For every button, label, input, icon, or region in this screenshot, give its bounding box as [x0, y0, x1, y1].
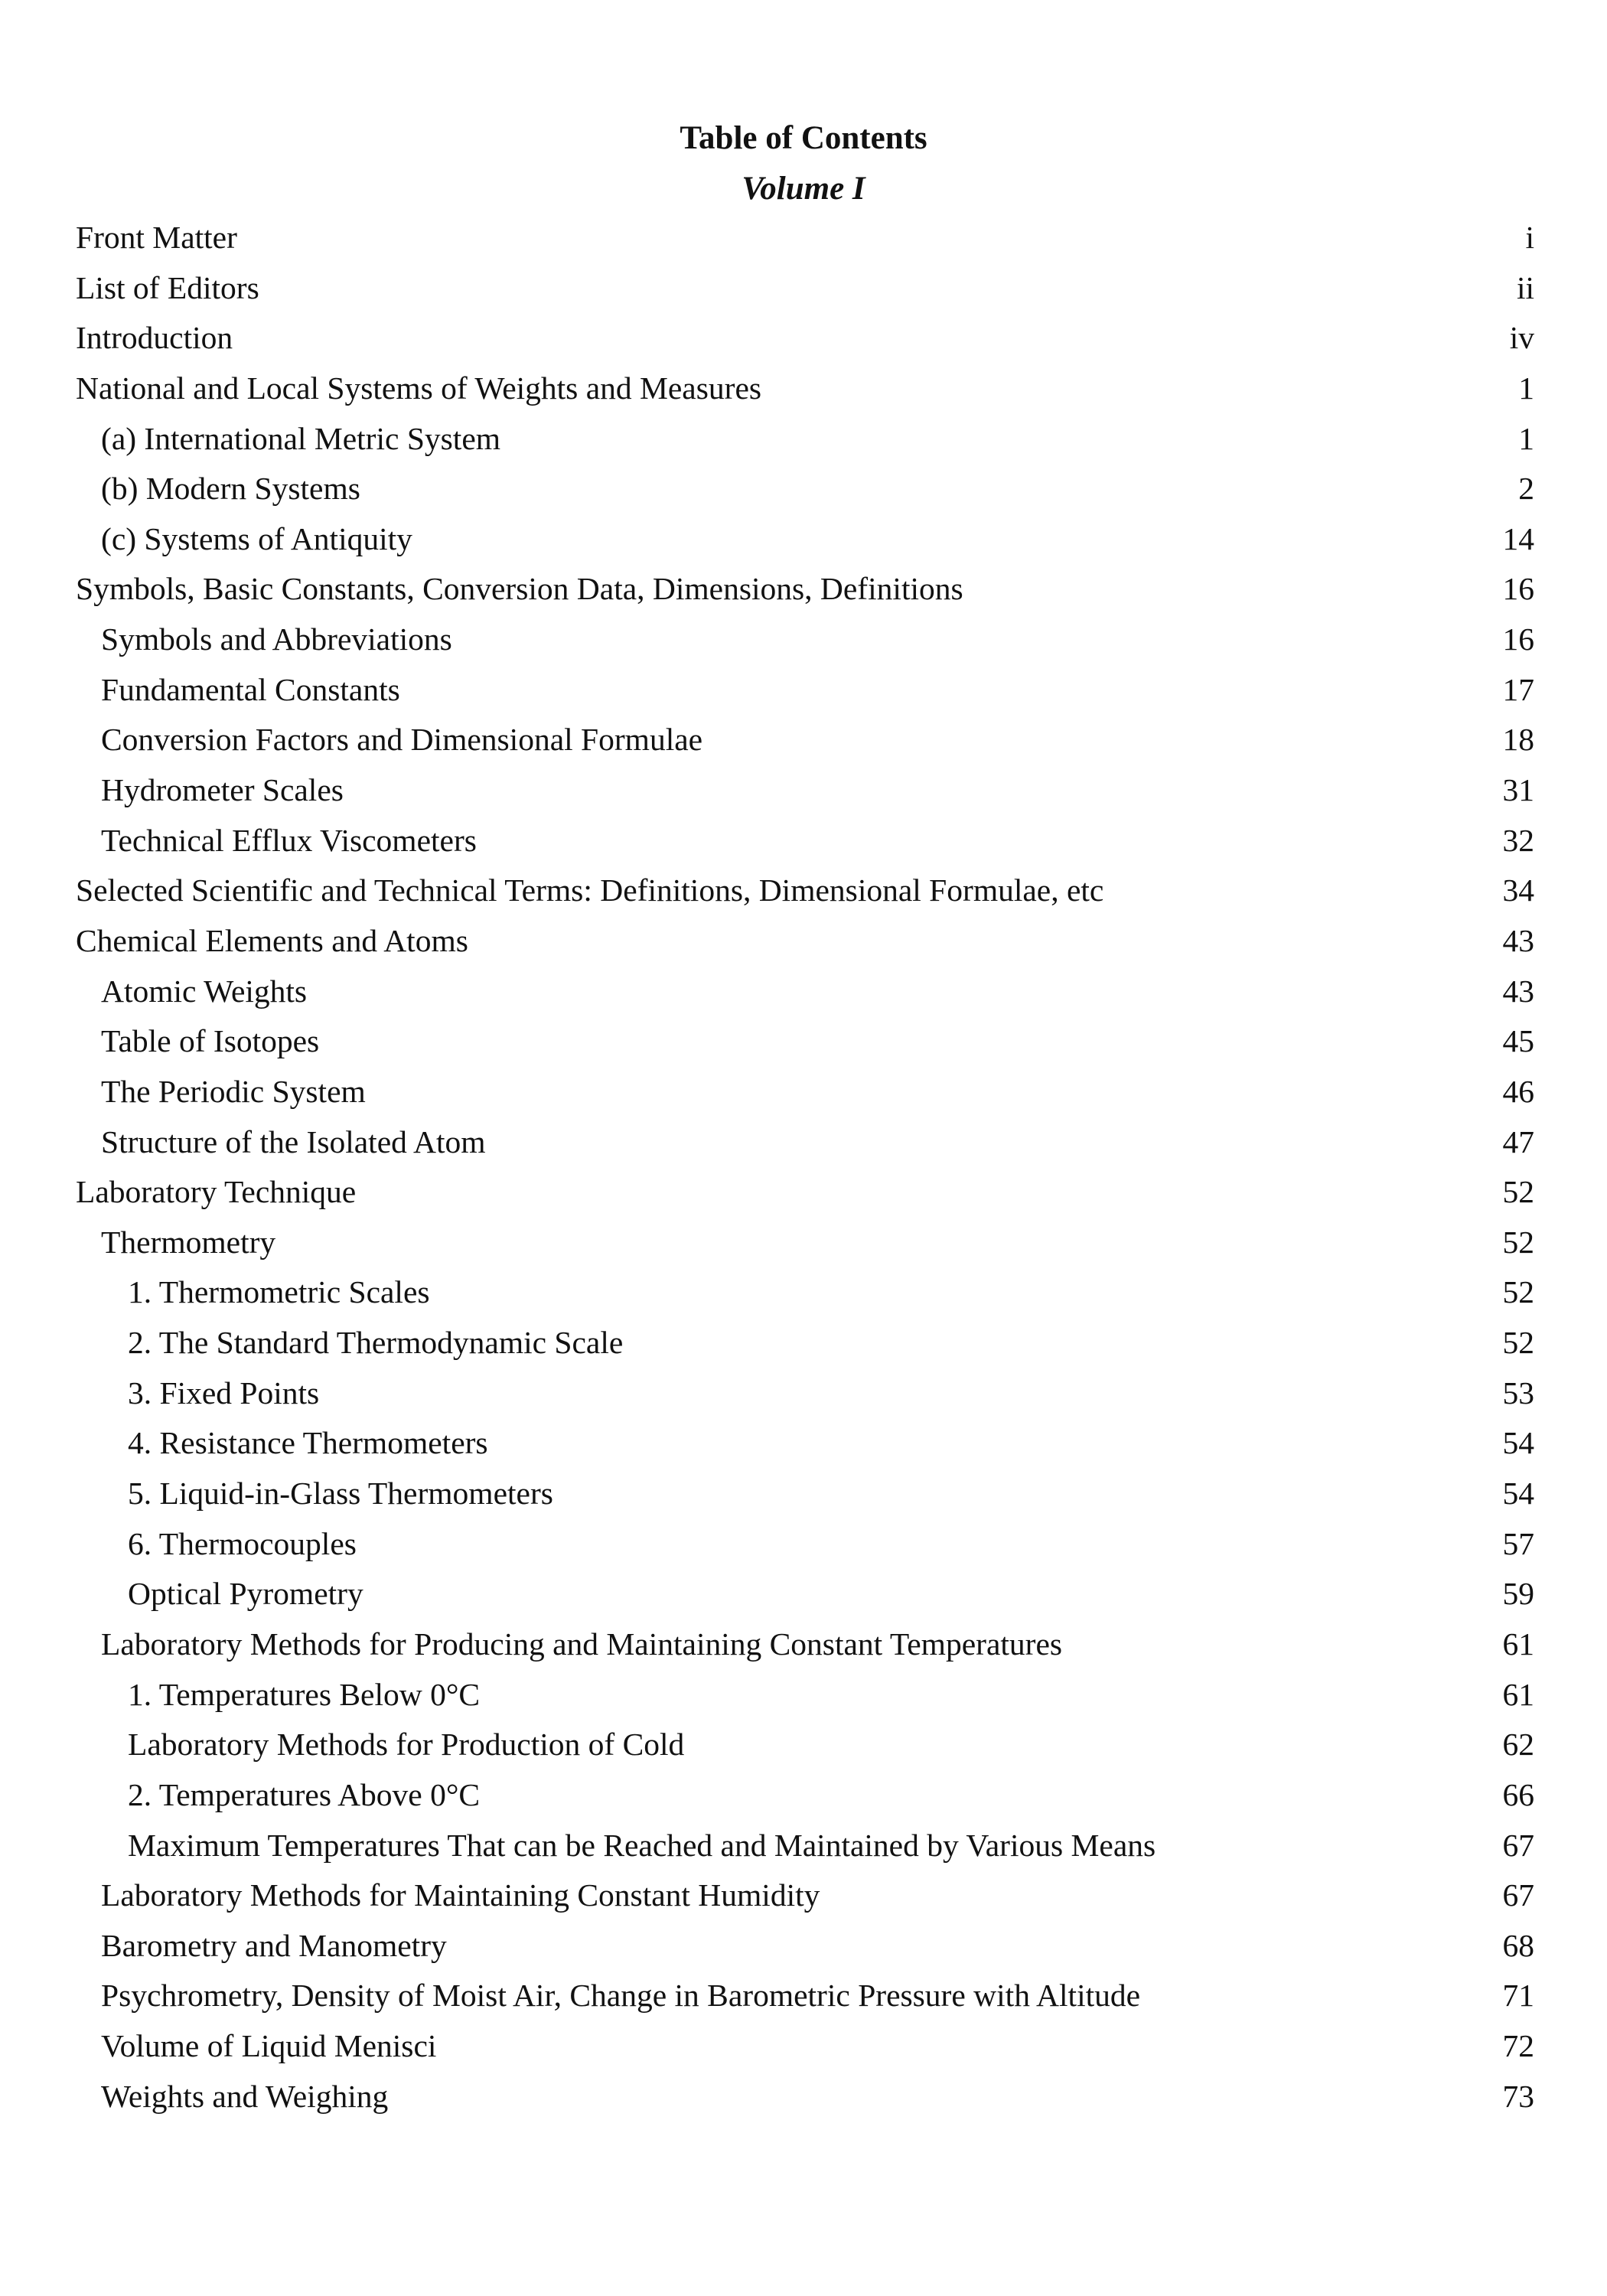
toc-entry	[0, 1016, 1607, 1067]
toc-entry-title: Conversion Factors and Dimensional Formulae	[101, 722, 703, 758]
toc-entry-title: Laboratory Methods for Production of Cold	[128, 1727, 685, 1763]
toc-entry-title: Laboratory Technique	[76, 1174, 357, 1210]
toc-entry-title: (c) Systems of Antiquity	[101, 520, 412, 556]
toc-entry-page-number: 32	[1502, 822, 1534, 858]
toc-entry	[0, 1318, 1607, 1368]
toc-entry	[0, 1218, 1607, 1268]
toc-entry-title: 3. Fixed Points	[128, 1375, 320, 1411]
toc-entry-title: Fundamental Constants	[101, 671, 400, 707]
toc-entry-title: Front Matter	[76, 220, 237, 255]
toc-entry-page-number: 68	[1502, 1927, 1534, 1963]
toc-entry-page-number: 16	[1502, 621, 1534, 657]
toc-entry-page-number: 61	[1502, 1676, 1534, 1712]
toc-entry-page-number: 72	[1502, 2028, 1534, 2064]
toc-entry	[0, 1368, 1607, 1419]
toc-entry-title: Barometry and Manometry	[101, 1927, 447, 1963]
toc-entry-title: (b) Modern Systems	[101, 471, 360, 507]
toc-entry-page-number: 59	[1502, 1576, 1534, 1612]
toc-entry-page-number: 2	[1518, 471, 1534, 507]
toc-entry-title: 5. Liquid-in-Glass Thermometers	[128, 1476, 553, 1512]
toc-entry-page-number: iv	[1509, 320, 1534, 356]
toc-entry-page-number: 31	[1502, 772, 1534, 808]
toc-entry	[0, 1720, 1607, 1770]
toc-entry-page-number: 71	[1502, 1978, 1534, 2014]
toc-entry-page-number: 54	[1502, 1425, 1534, 1461]
toc-entry	[0, 967, 1607, 1017]
toc-entry	[0, 1821, 1607, 1871]
toc-entry-page-number: i	[1525, 220, 1534, 255]
toc-entry	[0, 1569, 1607, 1619]
toc-entry	[0, 263, 1607, 314]
toc-entry-page-number: 17	[1502, 671, 1534, 707]
toc-entry-page-number: 34	[1502, 872, 1534, 908]
toc-entry	[0, 866, 1607, 916]
volume-subtitle: Volume I	[742, 171, 865, 207]
toc-entry-page-number: 52	[1502, 1274, 1534, 1310]
toc-entry	[0, 564, 1607, 615]
toc-entry-title: Weights and Weighing	[101, 2078, 389, 2114]
toc-entry	[0, 615, 1607, 665]
toc-entry-title: Table of Isotopes	[101, 1023, 320, 1059]
toc-entry	[0, 816, 1607, 866]
toc-entry-page-number: 16	[1502, 571, 1534, 607]
toc-entry	[0, 1067, 1607, 1117]
toc-entry-page-number: 67	[1502, 1877, 1534, 1913]
toc-entry-title: (a) International Metric System	[101, 420, 501, 456]
toc-entry-title: National and Local Systems of Weights and Measures	[76, 370, 762, 406]
page-title: Table of Contents	[680, 120, 927, 156]
toc-entry-page-number: 61	[1502, 1626, 1534, 1662]
toc-entry-title: Laboratory Methods for Producing and Maintaining Constant Temperatures	[101, 1626, 1063, 1662]
toc-entry-title: 2. Temperatures Above 0°C	[128, 1776, 481, 1812]
toc-entry-page-number: 47	[1502, 1124, 1534, 1159]
toc-entry	[0, 765, 1607, 816]
toc-entry	[0, 1418, 1607, 1469]
toc-entry-page-number: 1	[1518, 370, 1534, 406]
toc-entry-title: 1. Thermometric Scales	[128, 1274, 430, 1310]
toc-entry-title: 1. Temperatures Below 0°C	[128, 1676, 481, 1712]
toc-entry	[0, 1770, 1607, 1821]
toc-entry	[0, 2072, 1607, 2122]
toc-entry	[0, 213, 1607, 263]
toc-entry-page-number: 14	[1502, 520, 1534, 556]
toc-entry-page-number: 52	[1502, 1174, 1534, 1210]
toc-entry-page-number: 52	[1502, 1224, 1534, 1260]
toc-entry-page-number: 43	[1502, 922, 1534, 958]
toc-entry-title: 6. Thermocouples	[128, 1525, 357, 1561]
toc-entry-title: Thermometry	[101, 1224, 276, 1260]
toc-entry-page-number: 18	[1502, 722, 1534, 758]
toc-entry-title: Technical Efflux Viscometers	[101, 822, 477, 858]
toc-entry	[0, 414, 1607, 465]
toc-entry	[0, 1469, 1607, 1519]
toc-entry	[0, 364, 1607, 414]
toc-entry	[0, 1971, 1607, 2021]
toc-entry-title: Atomic Weights	[101, 973, 308, 1009]
toc-entry-title: The Periodic System	[101, 1073, 366, 1109]
toc-entry-title: Laboratory Methods for Maintaining Constant Humidity	[101, 1877, 820, 1913]
toc-entry-page-number: 46	[1502, 1073, 1534, 1109]
toc-entry-title: Hydrometer Scales	[101, 772, 344, 808]
toc-entry	[0, 1167, 1607, 1218]
table-of-contents	[0, 213, 1607, 2122]
toc-entry-page-number: 57	[1502, 1525, 1534, 1561]
toc-entry	[0, 916, 1607, 967]
toc-entry	[0, 1519, 1607, 1570]
toc-entry-title: 4. Resistance Thermometers	[128, 1425, 488, 1461]
toc-entry	[0, 514, 1607, 565]
toc-entry	[0, 2021, 1607, 2072]
toc-entry	[0, 1870, 1607, 1921]
toc-entry-title: List of Editors	[76, 269, 259, 305]
toc-entry	[0, 313, 1607, 364]
toc-entry-page-number: 43	[1502, 973, 1534, 1009]
toc-entry-page-number: 53	[1502, 1375, 1534, 1411]
toc-entry-page-number: 1	[1518, 420, 1534, 456]
toc-entry-page-number: 54	[1502, 1476, 1534, 1512]
toc-entry-title: Chemical Elements and Atoms	[76, 922, 468, 958]
toc-entry-page-number: 66	[1502, 1776, 1534, 1812]
toc-entry	[0, 1670, 1607, 1720]
toc-entry-title: Maximum Temperatures That can be Reached and Maintained by Various Means	[128, 1827, 1156, 1863]
toc-entry-title: Symbols, Basic Constants, Conversion Data, Dimensions, Definitions	[76, 571, 963, 607]
toc-entry-page-number: 73	[1502, 2078, 1534, 2114]
toc-entry-page-number: ii	[1516, 269, 1534, 305]
toc-entry	[0, 1117, 1607, 1168]
toc-entry	[0, 1267, 1607, 1318]
toc-entry-title: Optical Pyrometry	[128, 1576, 363, 1612]
toc-entry	[0, 1619, 1607, 1670]
toc-entry-page-number: 62	[1502, 1727, 1534, 1763]
toc-entry-title: Introduction	[76, 320, 233, 356]
toc-entry-title: Symbols and Abbreviations	[101, 621, 452, 657]
toc-entry-page-number: 45	[1502, 1023, 1534, 1059]
toc-entry-title: Psychrometry, Density of Moist Air, Change in Barometric Pressure with Altitude	[101, 1978, 1141, 2014]
toc-entry-page-number: 67	[1502, 1827, 1534, 1863]
toc-entry-title: 2. The Standard Thermodynamic Scale	[128, 1325, 624, 1361]
toc-entry-page-number: 52	[1502, 1325, 1534, 1361]
toc-entry-title: Volume of Liquid Menisci	[101, 2028, 437, 2064]
toc-entry	[0, 715, 1607, 765]
toc-entry	[0, 665, 1607, 716]
toc-entry	[0, 1921, 1607, 1971]
toc-entry	[0, 464, 1607, 514]
toc-entry-title: Selected Scientific and Technical Terms: Definitions, Dimensional Formulae, etc	[76, 872, 1104, 908]
toc-entry-title: Structure of the Isolated Atom	[101, 1124, 486, 1159]
